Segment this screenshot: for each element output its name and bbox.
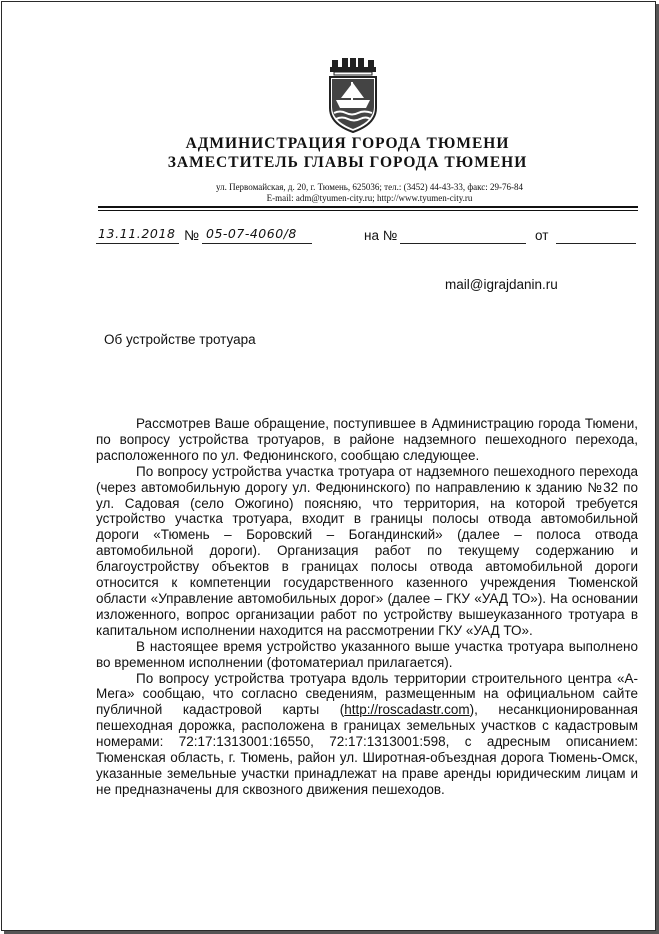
body-paragraph-4-part-1: По вопросу устройства тротуара вдоль территории строительного центра «А-Мега» сообщаю, что согласно сведениям, размещенным на официальном сайте публичной кадастровой карты ( [96, 670, 638, 718]
recipient-email: mail@igrajdanin.ru [445, 277, 558, 292]
date-underline [96, 243, 179, 244]
header-divider-thick [98, 206, 638, 208]
body-paragraph-4-part-2: ), несанкционированная пешеходная дорожка, расположена в границах земельных участков с кадастровым номерами: 72:17:1313001:16550, 72:17:1313001:598, с адресным описанием: Тюменская область, г. Тюмень, район ул. Широтная-объездная дорога Тюмень-Омск, указанные земельные участки принадлежат на праве аренды юридическим лицам и не предназначены для сквозного движения пешеходов. [96, 702, 638, 797]
header-divider-thin [98, 210, 638, 211]
letter-body [96, 416, 638, 798]
organization-contacts: E-mail: adm@tyumen-city.ru; http://www.tyumen-city.ru [266, 193, 473, 203]
organization-name: АДМИНИСТРАЦИЯ ГОРОДА ТЮМЕНИ [185, 135, 510, 152]
number-label: № [184, 227, 200, 243]
tyumen-coat-of-arms-icon [326, 58, 380, 134]
reply-number-blank [400, 243, 526, 244]
outgoing-date: 13.11.2018 [98, 226, 176, 241]
body-paragraph-4 [96, 671, 638, 798]
number-underline [202, 243, 312, 244]
registration-line [96, 226, 641, 248]
outgoing-number: 05-07-4060/8 [206, 226, 297, 241]
body-paragraph-2: По вопросу устройства участка тротуара от надземного пешеходного перехода (через автомобильную дорогу ул. Федюнинского) по направлению к зданию №32 по ул. Садовая (село Ожогино) поясняю, что территория, на которой требуется устройство участка тротуара, входит в границы полосы отвода автомобильной дороги «Тюмень – Боровский – Богандинский» (далее – полоса отвода автомобильной дороги). Организация работ по текущему содержанию и благоустройству объектов в границах полосы отвода автомобильной дороги относится к компетенции государственного казенного учреждения Тюменской области «Управление автомобильных дорог» (далее – ГКУ «УАД ТО»). На основании изложенного, вопрос организации работ по устройству вышеуказанного тротуара в капитальном исполнении находится на рассмотрении ГКУ «УАД ТО». [96, 463, 638, 638]
official-title: ЗАМЕСТИТЕЛЬ ГЛАВЫ ГОРОДА ТЮМЕНИ [167, 154, 528, 171]
organization-address: ул. Первомайская, д. 20, г. Тюмень, 625036; тел.: (3452) 44-43-33, факс: 29-76-84 [215, 182, 524, 192]
reply-to-label: на № [364, 228, 398, 243]
body-paragraph-3: В настоящее время устройство указанного выше участка тротуара выполнено во временном исполнении (фотоматериал прилагается). [96, 638, 638, 670]
reply-date-label: от [535, 228, 549, 243]
letter-subject: Об устройстве тротуара [104, 332, 256, 347]
cadastral-map-link[interactable]: http://roscadastr.com [344, 702, 470, 718]
body-paragraph-1: Рассмотрев Ваше обращение, поступившее в Администрацию города Тюмени, по вопросу устройства тротуаров, в районе надземного пешеходного перехода, расположенного по ул. Федюнинского, сообщаю следующее. [96, 416, 638, 463]
reply-date-blank [556, 243, 636, 244]
